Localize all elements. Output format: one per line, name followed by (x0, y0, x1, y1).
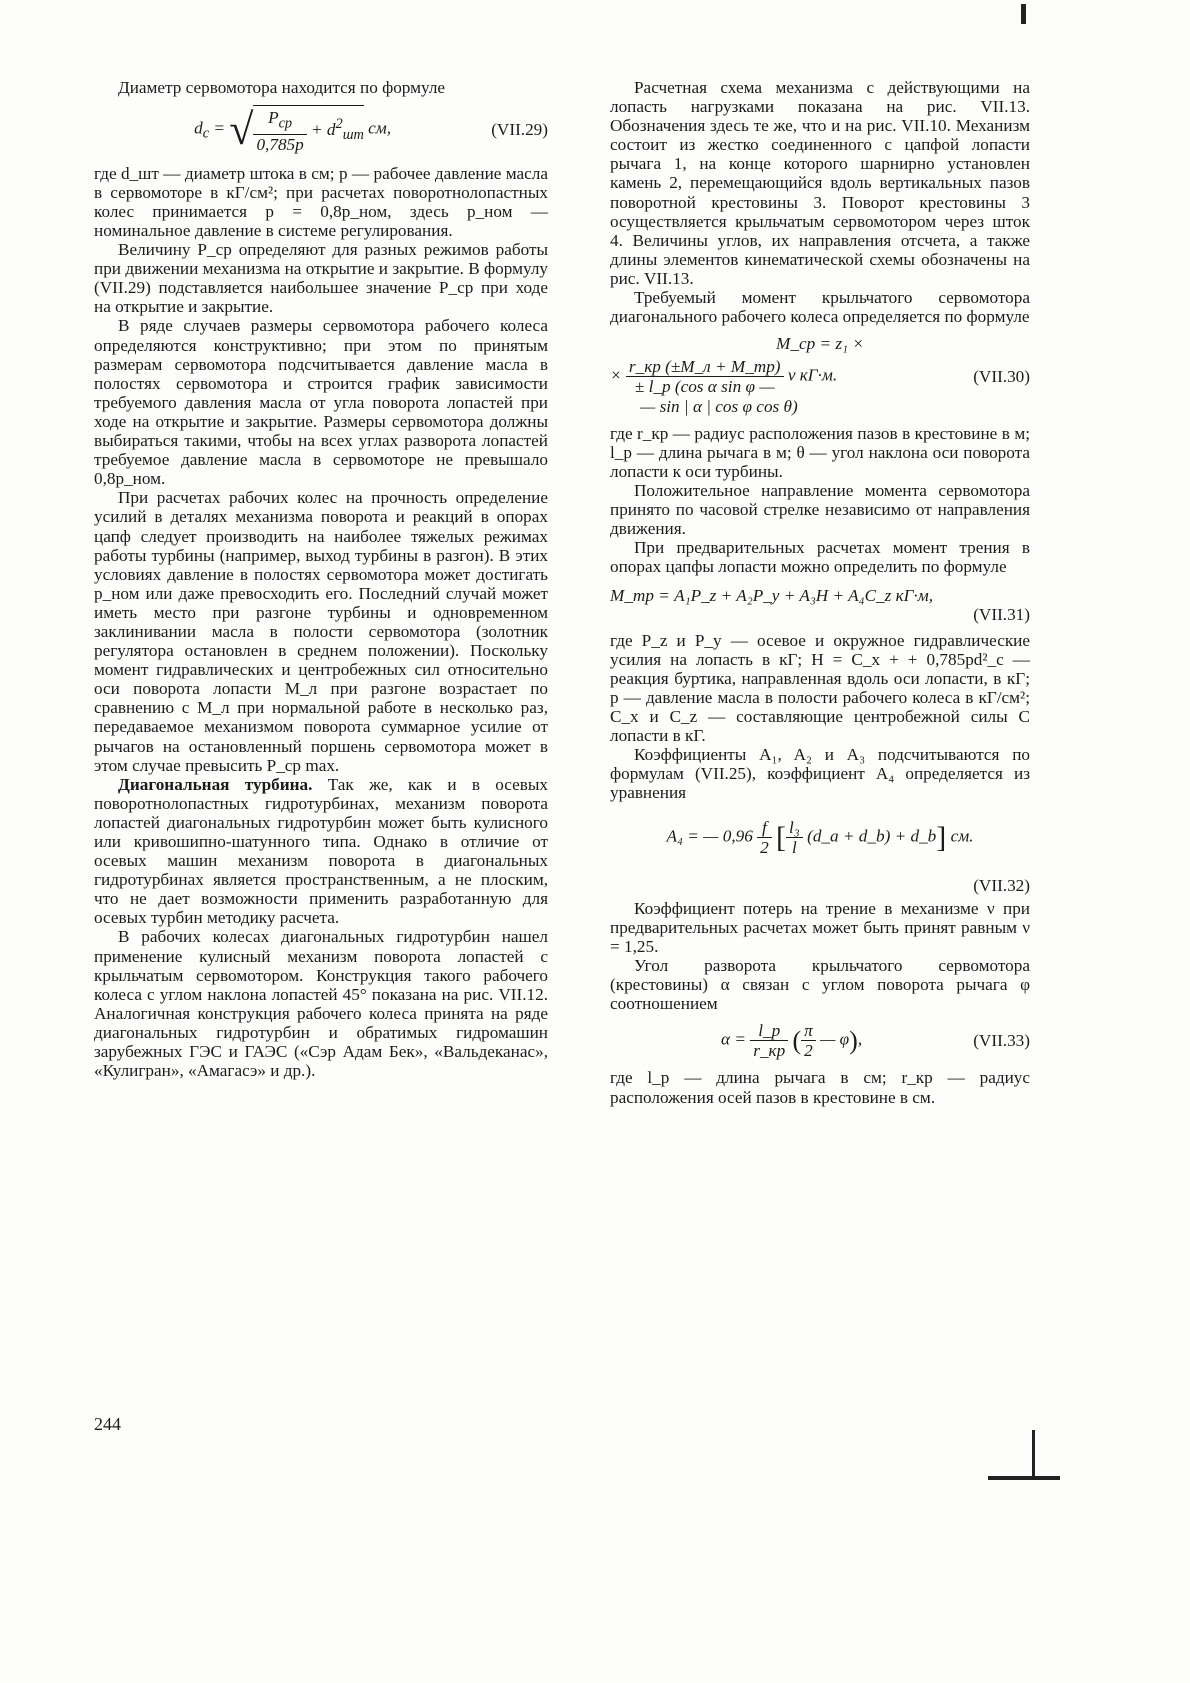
formula-label: (VII.33) (973, 1031, 1030, 1051)
scan-mark-bottom-line (988, 1476, 1060, 1480)
section-heading: Диагональная турбина. (118, 774, 313, 794)
paragraph: Диагональная турбина. Так же, как и в осевых поворотнолопастных гидротурбинах, механизм поворота лопастей диагональных гидротурбин может быть кулисного или кривошипно-шатунного типа. Однако в отличие от осевых машин механизм поворота в диагональных гидротурбинах является пространственным, а не плоским, что не дает возможности применить разработанную для осевых турбин методику расчета. (94, 774, 548, 928)
paragraph: Диаметр сервомотора находится по формуле (118, 78, 446, 97)
paragraph: Величину P_ср определяют для разных режимов работы при движении механизма на открытие и закрытие. В формулу (VII.29) подставляется наибольшее значение P_ср при ходе на открытие и закрытие. (94, 240, 548, 317)
paragraph: где P_z и P_y — осевое и окружное гидравлические усилия на лопасть в кГ; H = C_x + + 0,785pd²_c — реакция буртика, направленная вдоль оси лопасти, в кГ; p — давление масла в полости рабочего колеса в кГ/см²; C_x и C_z — составляющие центробежной силы C лопасти в кГ. (610, 630, 1030, 745)
formula-label: (VII.32) (973, 875, 1030, 895)
formula-VII-30: M_ср = z₁ × × $\frac{r\_кр (\pm M\_л + M\_тр)}{\text{± l\_р (cos α sin φ —}}$ ν кГ·м. (VII.30) — sin | α | cos φ cos θ) (610, 334, 1030, 416)
paragraph: Положительное направление момента сервомотора принято по часовой стрелке независимо от направления движения. (610, 480, 1030, 539)
formula-label: (VII.29) (491, 119, 548, 139)
paragraph: При расчетах рабочих колес на прочность определение усилий в деталях механизма поворота и реакций в опорах цапф следует производить на наиболее тяжелых режимах работы турбины (например, выход турбины в разгон). В этих условиях давление в полостях сервомотора может достигать p_ном или даже превосходить его. Последний случай может иметь место при разгоне турбины и одновременном заклинивании масла в полости сервомотора (золотник регулятора остановлен в среднем положении). Поскольку момент гидравлических и центробежных сил относительно оси поворота лопасти M_л при разгоне возрастает по сравнению с M_л при нормальной работе в несколько раз, передаваемое механизмом поворота суммарное усилие от рычагов на остановленный поршень сервомотора может в этом случае превысить P_ср max. (94, 488, 548, 775)
paragraph: При предварительных расчетах момент трения в опорах цапфы лопасти можно определить по формуле (610, 538, 1030, 577)
paragraph: где d_шт — диаметр штока в см; p — рабочее давление масла в сервомоторе в кГ/см²; при расчетах поворотнолопастных колес принимается p = 0,8p_ном, здесь p_ном — номинальное давление в системе регулирования. (94, 163, 548, 240)
paragraph: Требуемый момент крыльчатого сервомотора диагонального рабочего колеса определяется по формуле (610, 288, 1030, 327)
paragraph: где r_кр — радиус расположения пазов в крестовине в м; l_р — длина рычага в м; θ — угол наклона оси поворота лопасти к оси турбины. (610, 423, 1030, 481)
formula-VII-29: $d_c$ = √ $\frac{P_{ср}}{0,785p}$ + $d^2_{шт}$ см, (VII.29) (194, 104, 548, 154)
page-number: 244 (94, 1414, 121, 1434)
left-column (94, 78, 548, 1080)
scan-mark-top (1021, 4, 1026, 24)
formula-label: (VII.30) (973, 367, 1030, 387)
paragraph: Угол разворота крыльчатого сервомотора (крестовины) α связан с углом поворота рычага φ соотношением (610, 955, 1030, 1014)
paragraph: В рабочих колесах диагональных гидротурбин нашел применение кулисный механизм поворота лопастей с крыльчатым сервомотором. Конструкция такого рабочего колеса с углом наклона лопастей 45° показана на рис. VII.12. Аналогичная конструкция рабочего колеса принята на ряде диагональных гидротурбин и обратимых гидромашин зарубежных ГЭС и ГАЭС («Сэр Адам Бек», «Вальдеканас», «Кулигран», «Амагасэ» и др.). (94, 927, 548, 1081)
formula-VII-32: A₄ = — 0,96 $\frac{f}{2}$ [ $\frac{\text{l₃}}{l}$ (d_a + d_b) + d_b] см. (VII.32) (610, 818, 1030, 894)
paragraph: В ряде случаев размеры сервомотора рабочего колеса определяются конструктивно; при этом по принятым размерам сервомотора подсчитывается давление масла в полостях сервомотора и строится график зависимости требуемого давления масла от угла поворота лопастей при ходе на открытие и закрытие. Размеры сервомотора должны выбираться такими, чтобы на всех углах разворота лопастей требуемое давление масла в сервомоторе не превышало 0,8p_ном. (94, 316, 548, 489)
paragraph: Расчетная схема механизма с действующими на лопасть нагрузками показана на рис. VII.13. Обозначения здесь те же, что и на рис. VII.10. Механизм состоит из жестко соединенного с цапфой лопасти рычага 1, на конце которого шарнирно установлен камень 2, перемещающийся вдоль вертикальных пазов поворотной крестовины 3. Поворот крестовины 3 осуществляется крыльчатым сервомотором через шток 4. Величины углов, их направления отсчета, а также длины элементов кинематической схемы обозначены на рис. VII.13. (610, 78, 1030, 288)
right-column (610, 78, 1030, 1107)
formula-label: (VII.31) (973, 605, 1030, 625)
formula-VII-33: α = $\frac{l\_р}{r\_кр}$ ( $\frac{\pi}{2}$ — φ), (VII.33) (721, 1021, 1030, 1061)
sqrt-sign: √ (229, 104, 254, 154)
formula-VII-31: M_тр = A₁P_z + A₂P_y + A₃H + A₄C_z кГ·м, (VII.31) (610, 586, 1030, 625)
scan-mark-bottom (1032, 1430, 1035, 1478)
paragraph: Коэффициенты A₁, A₂ и A₃ подсчитываются по формулам (VII.25), коэффициент A₄ определяется из уравнения (610, 745, 1030, 803)
paragraph: Коэффициент потерь на трение в механизме ν при предварительных расчетах может быть принят равным ν = 1,25. (610, 898, 1030, 956)
paragraph: где l_р — длина рычага в см; r_кр — радиус расположения осей пазов в крестовине в см. (610, 1068, 1030, 1107)
